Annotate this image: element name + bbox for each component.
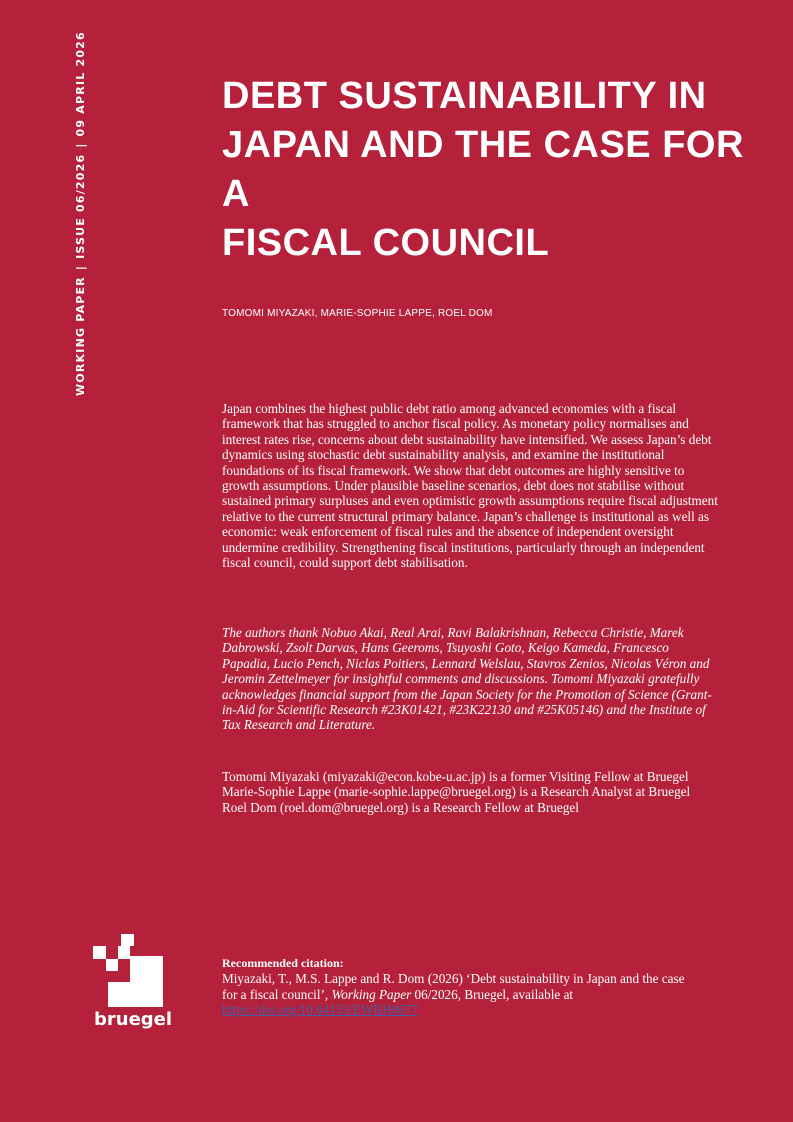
page-title — [222, 72, 762, 268]
acknowledgement: The authors thank Nobuo Akai, Real Arai, Ravi Balakrishnan, Rebecca Christie, Marek Dabrowski, Zsolt Darvas, Hans Geeroms, Tsuyoshi Goto, Keigo Kameda, Francesco Papadia, Lucio Pench, Niclas Poitiers, Lennard Welslau, Stavros Zenios, Nicolas Véron and Jeromin Zettelmeyer for insightful comments and discussions. Tomomi Miyazaki gratefully acknowledges financial support from the Japan Society for the Promotion of Science (Grant-in-Aid for Scientific Research #23K01421, #23K22130 and #25K05146) and the Institute of Tax Research and Literature. — [222, 625, 712, 733]
author-affiliations — [222, 769, 722, 815]
sidebar-separator: | — [74, 264, 87, 271]
abstract: Japan combines the highest public debt ratio among advanced economies with a fiscal framework that has struggled to anchor fiscal policy. As monetary policy normalises and interest rates rise, concerns about debt sustainability have intensified. We assess Japan’s debt dynamics using stochastic debt sustainability analysis, and examine the institutional foundations of its fiscal framework. We show that debt outcomes are highly sensitive to growth assumptions. Under plausible baseline scenarios, debt does not stabilise without sustained primary surpluses and even optimistic growth assumptions require fiscal adjustment relative to the current structural primary balance. Japan’s challenge is institutional as well as economic: weak enforcement of fiscal rules and the absence of independent oversight undermine credibility. Strengthening fiscal institutions, particularly through an independent fiscal council, could support debt stabilisation. — [222, 401, 718, 571]
recommended-citation — [222, 956, 692, 1018]
affiliation-item: Marie-Sophie Lappe (marie-sophie.lappe@bruegel.org) is a Research Analyst at Bruegel — [222, 784, 691, 800]
sidebar-separator: | — [74, 142, 87, 148]
citation-body: Miyazaki, T., M.S. Lappe and R. Dom (2026) ‘Debt sustainability in Japan and the case for a fiscal council’, — [222, 971, 685, 1002]
title-line: DEBT SUSTAINABILITY IN — [222, 75, 707, 117]
affiliation-item: Tomomi Miyazaki (miyazaki@econ.kobe-u.ac.jp) is a former Visiting Fellow at Bruegel — [222, 769, 689, 784]
logo-text: bruegel — [94, 1009, 173, 1030]
date-label: 09 APRIL 2026 — [74, 31, 87, 137]
citation-text — [222, 971, 692, 1017]
title-line: JAPAN AND THE CASE FOR A — [222, 124, 744, 215]
title-line: FISCAL COUNCIL — [222, 222, 550, 264]
series-label: WORKING PAPER — [74, 276, 87, 396]
affiliation-item: Roel Dom (roel.dom@bruegel.org) is a Research Fellow at Bruegel — [222, 799, 579, 815]
citation-body: 06/2026, Bruegel, available at — [411, 986, 574, 1002]
citation-heading: Recommended citation: — [222, 956, 344, 970]
author-list: TOMOMI MIYAZAKI, MARIE-SOPHIE LAPPE, ROEL DOM — [222, 308, 493, 319]
doi-link[interactable]: https://doi.org/10.64153/EWRH8677 — [222, 1002, 419, 1018]
issue-sidebar — [74, 31, 87, 396]
citation-series: Working Paper — [331, 986, 412, 1002]
issue-label: ISSUE 06/2026 — [74, 153, 87, 259]
